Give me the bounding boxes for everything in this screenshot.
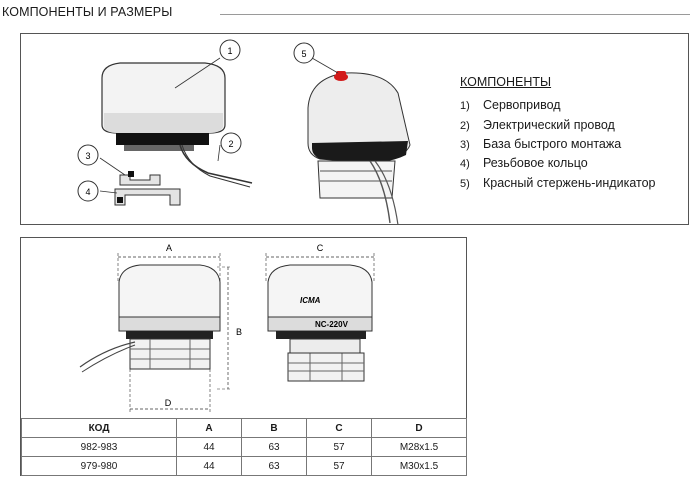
component-item (460, 137, 621, 151)
callout-2-label: 2 (228, 139, 234, 149)
callout-3-label: 3 (85, 151, 91, 161)
col-header-a: A (177, 419, 242, 438)
col-header-code: КОД (22, 419, 177, 438)
header-divider (220, 14, 690, 15)
callout-5-label: 5 (301, 49, 307, 59)
component-item (460, 98, 561, 112)
cell-c: 57 (307, 457, 372, 476)
callout-1-label: 1 (227, 46, 233, 56)
dim-a-label: A (165, 243, 173, 253)
components-heading: КОМПОНЕНТЫ (460, 75, 552, 89)
callout-5 (294, 43, 314, 63)
component-number: 4) (460, 158, 470, 170)
actuator-side-view (80, 265, 220, 372)
cell-a: 44 (177, 438, 242, 457)
component-item (460, 176, 655, 190)
component-item (460, 156, 588, 170)
dimensions-table (21, 418, 467, 476)
cell-d: M30x1.5 (372, 457, 467, 476)
actuator-3d-illustration (308, 71, 410, 225)
table-header-row (22, 419, 467, 438)
model-label: NC-220V (315, 320, 348, 329)
actuator-body-illustration (102, 63, 225, 151)
callout-4-label: 4 (85, 187, 91, 197)
component-label: База быстрого монтажа (483, 137, 622, 151)
dimension-drawing (20, 237, 467, 418)
dim-c-label: C (316, 243, 324, 253)
callout-1 (220, 40, 240, 60)
callout-4 (78, 181, 98, 201)
component-number: 3) (460, 139, 470, 151)
section-title: КОМПОНЕНТЫ И РАЗМЕРЫ (2, 5, 173, 19)
col-header-c: C (307, 419, 372, 438)
exploded-view-drawing (20, 33, 460, 225)
component-number: 1) (460, 100, 470, 112)
component-number: 2) (460, 120, 470, 132)
table-row (22, 438, 467, 457)
cell-a: 44 (177, 457, 242, 476)
cell-b: 63 (242, 457, 307, 476)
col-header-b: B (242, 419, 307, 438)
cell-code: 979-980 (22, 457, 177, 476)
red-indicator-top (336, 71, 346, 77)
component-label: Резьбовое кольцо (483, 156, 588, 170)
callout-2 (221, 133, 241, 153)
callout-3 (78, 145, 98, 165)
threaded-ring-illustration (115, 189, 180, 205)
dim-b-label: B (236, 327, 243, 337)
component-label: Электрический провод (483, 118, 615, 132)
cell-b: 63 (242, 438, 307, 457)
quick-mount-base-illustration (120, 171, 160, 185)
brand-label: ICMA (300, 296, 321, 305)
component-label: Красный стержень-индикатор (483, 176, 656, 190)
actuator-front-view (268, 265, 372, 381)
component-label: Сервопривод (483, 98, 561, 112)
cell-c: 57 (307, 438, 372, 457)
cell-code: 982-983 (22, 438, 177, 457)
component-number: 5) (460, 178, 470, 190)
dim-d-label: D (164, 398, 172, 408)
cell-d: M28x1.5 (372, 438, 467, 457)
component-item (460, 118, 615, 132)
table-row (22, 457, 467, 476)
col-header-d: D (372, 419, 467, 438)
